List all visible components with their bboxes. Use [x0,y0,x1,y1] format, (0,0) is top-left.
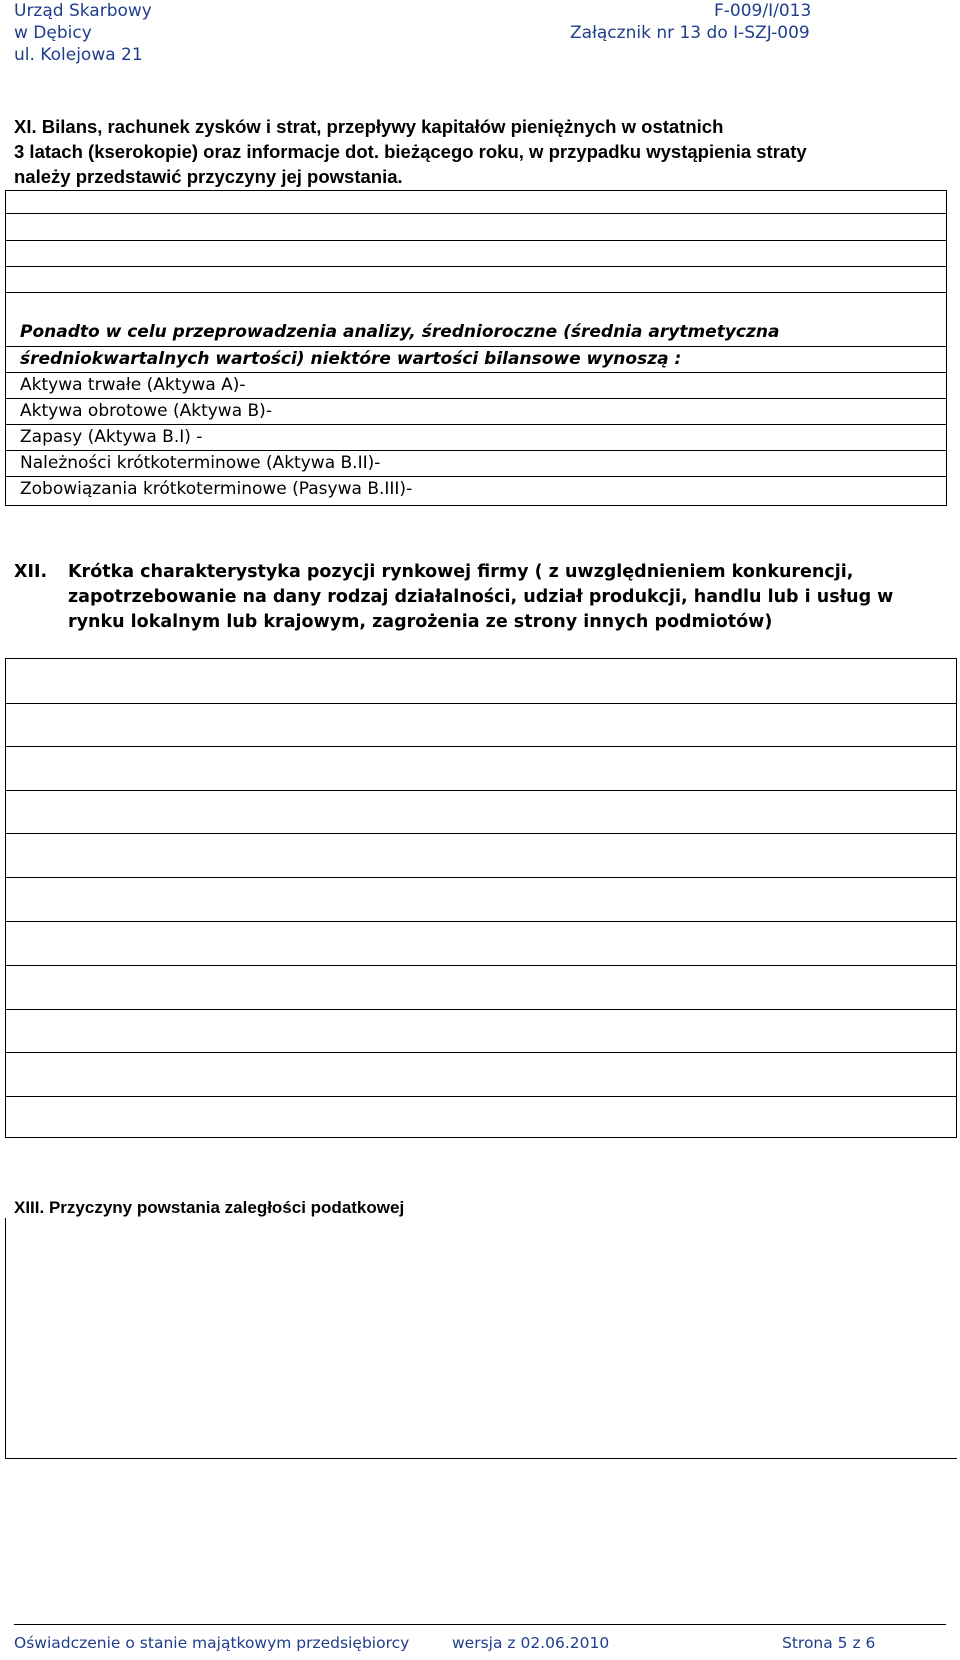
answer-line [6,703,956,704]
analysis-intro-line2: średniokwartalnych wartości) niektóre wartości bilansowe wynoszą : [20,349,682,369]
section-xiii-title: XIII. Przyczyny powstania zaległości podatkowej [14,1198,405,1217]
balance-item-receivables: Należności krótkoterminowe (Aktywa B.II)- [20,453,381,473]
answer-line [6,921,956,922]
answer-line [6,266,946,267]
answer-line [6,1052,956,1053]
section-xii-title-line1: Krótka charakterystyka pozycji rynkowej firmy ( z uwzględnieniem konkurencji, [68,562,854,582]
footer-page-number: Strona 5 z 6 [782,1634,876,1652]
balance-item-liabilities: Zobowiązania krótkoterminowe (Pasywa B.III)- [20,479,413,499]
answer-line [6,833,956,834]
answer-line [6,877,956,878]
analysis-intro-line1: Ponadto w celu przeprowadzenia analizy, średnioroczne (średnia arytmetyczna [20,322,780,342]
answer-line [6,292,946,293]
section-xii-answer-box[interactable] [5,658,957,1138]
answer-line [6,1009,956,1010]
answer-line [6,213,946,214]
balance-item-fixed-assets: Aktywa trwałe (Aktywa A)- [20,375,246,395]
section-xiii-box-bottom-edge [5,1458,957,1459]
office-city: w Dębicy [14,23,92,43]
office-name: Urząd Skarbowy [14,1,152,21]
footer-version: wersja z 02.06.2010 [452,1634,610,1652]
form-code: F-009/I/013 [714,1,812,21]
attachment-reference: Załącznik nr 13 do I-SZJ-009 [570,23,810,43]
office-address: ul. Kolejowa 21 [14,45,143,65]
balance-item-current-assets: Aktywa obrotowe (Aktywa B)- [20,401,272,421]
answer-line [6,1096,956,1097]
section-xii-number: XII. [14,562,48,582]
section-xii-title-line2: zapotrzebowanie na dany rodzaj działalności, udział produkcji, handlu lub i usług w [68,587,894,607]
balance-item-inventory: Zapasy (Aktywa B.I) - [20,427,203,447]
section-xi-title-line1: XI. Bilans, rachunek zysków i strat, przepływy kapitałów pieniężnych w ostatnich [14,116,724,137]
section-xii-title-line3: rynku lokalnym lub krajowym, zagrożenia ze strony innych podmiotów) [68,612,773,632]
footer-rule [14,1624,946,1625]
answer-line [6,240,946,241]
section-xi-answer-box[interactable] [5,190,947,506]
section-xi-title-line2: 3 latach (kserokopie) oraz informacje dot. bieżącego roku, w przypadku wystąpienia straty [14,141,807,162]
answer-line [6,965,956,966]
footer-document-title: Oświadczenie o stanie majątkowym przedsiębiorcy [14,1634,410,1652]
answer-line [6,790,956,791]
section-xi-title-line3: należy przedstawić przyczyny jej powstania. [14,166,403,187]
answer-line [6,746,956,747]
section-xiii-answer-area[interactable] [5,1218,957,1458]
